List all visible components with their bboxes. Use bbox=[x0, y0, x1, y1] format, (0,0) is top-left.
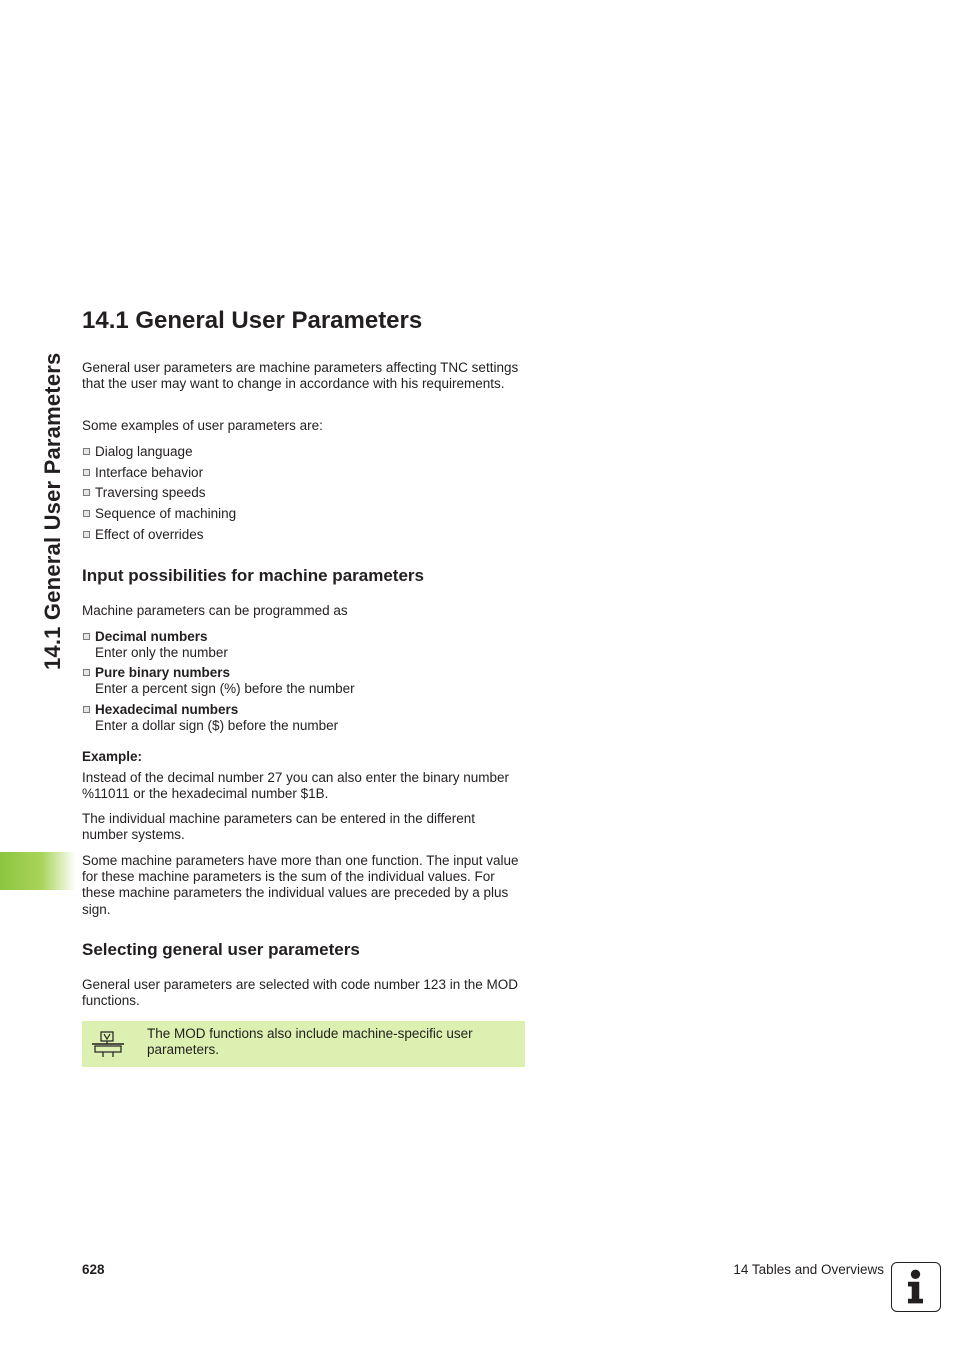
list-item: Interface behavior bbox=[82, 465, 203, 481]
section-heading-select: Selecting general user parameters bbox=[82, 940, 360, 959]
chapter-tab-marker bbox=[0, 852, 76, 890]
page-number: 628 bbox=[82, 1262, 105, 1277]
bullet-square-icon bbox=[83, 489, 90, 496]
bullet-square-icon bbox=[83, 469, 90, 476]
input-intro: Machine parameters can be programmed as bbox=[82, 603, 348, 618]
info-icon bbox=[891, 1262, 941, 1312]
example-label: Example: bbox=[82, 749, 143, 764]
bullet-square-icon bbox=[83, 633, 90, 640]
example-text: Instead of the decimal number 27 you can also enter the binary number %11011 or the hexadecimal number $1B. bbox=[82, 770, 510, 802]
list-item: Decimal numbers Enter only the number bbox=[82, 629, 228, 661]
bullet-square-icon bbox=[83, 448, 90, 455]
list-item: Sequence of machining bbox=[82, 506, 236, 522]
examples-intro: Some examples of user parameters are: bbox=[82, 418, 323, 433]
intro-paragraph: General user parameters are machine parameters affecting TNC settings that the user may want to change in accordance with his requirements. bbox=[82, 360, 519, 392]
select-paragraph: General user parameters are selected with code number 123 in the MOD functions. bbox=[82, 977, 518, 1009]
side-chapter-title bbox=[20, 310, 65, 670]
list-item: Effect of overrides bbox=[82, 527, 204, 543]
list-item: Pure binary numbers Enter a percent sign (%) before the number bbox=[82, 665, 355, 697]
info-glyph-icon bbox=[892, 1263, 939, 1310]
machine-icon bbox=[91, 1030, 125, 1058]
note-text: The MOD functions also include machine-specific user parameters. bbox=[147, 1026, 473, 1058]
bullet-square-icon bbox=[83, 706, 90, 713]
page-title: 14.1 General User Parameters bbox=[82, 307, 423, 334]
bullet-square-icon bbox=[83, 531, 90, 538]
section-heading-input: Input possibilities for machine parameters bbox=[82, 566, 424, 585]
footer-chapter-title: 14 Tables and Overviews bbox=[733, 1262, 884, 1277]
bullet-square-icon bbox=[83, 510, 90, 517]
note-box bbox=[82, 1021, 525, 1067]
list-item: Hexadecimal numbers Enter a dollar sign ($) before the number bbox=[82, 702, 338, 734]
side-chapter-title-text: 14.1 General User Parameters bbox=[40, 352, 65, 670]
list-item: Traversing speeds bbox=[82, 485, 206, 501]
plus-sign-paragraph: Some machine parameters have more than one function. The input value for these machine parameters is the sum of the individual values. For these machine parameters the individual values are preceded by a plus sign. bbox=[82, 853, 519, 917]
number-systems-paragraph: The individual machine parameters can be entered in the different number systems. bbox=[82, 811, 475, 843]
list-item: Dialog language bbox=[82, 444, 193, 460]
bullet-square-icon bbox=[83, 669, 90, 676]
